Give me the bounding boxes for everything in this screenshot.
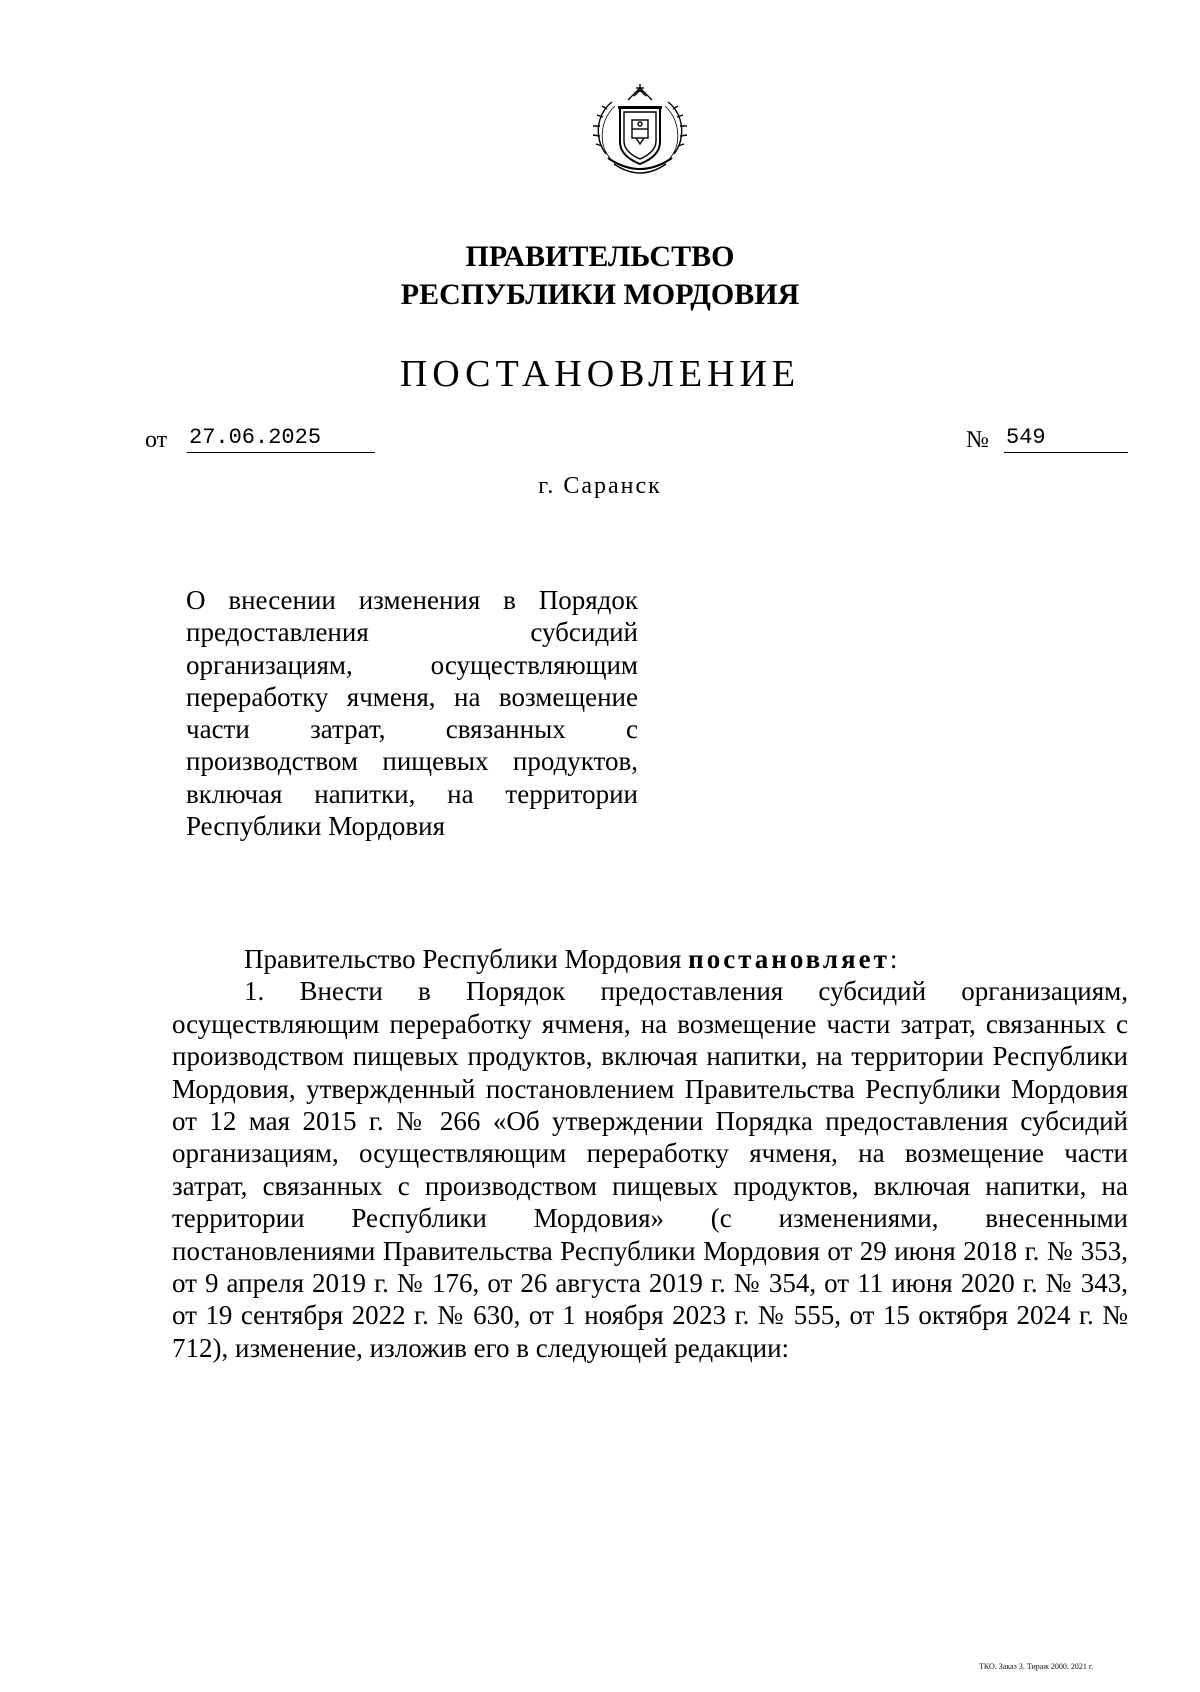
document-date: 27.06.2025 — [187, 424, 375, 453]
number-prefix: № — [966, 427, 989, 453]
preamble-end: : — [889, 944, 898, 974]
document-subject: О внесении изменения в Порядок предоставления субсидий организациям, осуществляющим переработку ячменя, на возмещение части затрат, связанных с производством пищевых продуктов, включая напитки, на территории Республики Мордовия — [186, 585, 638, 842]
preamble — [172, 943, 1128, 975]
city-line: г. Саранск — [538, 473, 662, 499]
organization-name-line2: РЕСПУБЛИКИ МОРДОВИЯ — [400, 278, 800, 311]
organization-name-line1: ПРАВИТЕЛЬСТВО — [465, 240, 735, 273]
document-number: 549 — [1004, 424, 1128, 453]
preamble-keyword: постановляет — [688, 944, 890, 974]
document-type-title: ПОСТАНОВЛЕНИЕ — [399, 353, 801, 395]
print-info-footer: ТКО. Заказ 3. Тираж 2000. 2021 г. — [979, 1662, 1094, 1671]
coat-of-arms-emblem — [588, 84, 692, 184]
paragraph-1: 1. Внести в Порядок предоставления субсидий организациям, осуществляющим переработку ячменя, на возмещение части затрат, связанных с производством пищевых продуктов, включая напитки, на территории Республики Мордовия, утвержденный постановлением Правительства Республики Мордовия от 12 мая 2015 г. № 266 «Об утверждении Порядка предоставления субсидий организациям, осуществляющим переработку ячменя, на возмещение части затрат, связанных с производством пищевых продуктов, включая напитки, на территории Республики Мордовия» (с изменениями, внесенными постановлениями Правительства Республики Мордовия от 29 июня 2018 г. № 353, от 9 апреля 2019 г. № 176, от 26 августа 2019 г. № 354, от 11 июня 2020 г. № 343, от 19 сентября 2022 г. № 630, от 1 ноября 2023 г. № 555, от 15 октября 2024 г. № 712), изменение, изложив его в следующей редакции: — [172, 976, 1128, 1363]
document-body — [172, 943, 1128, 1364]
preamble-text: Правительство Республики Мордовия — [244, 944, 689, 974]
date-prefix: от — [145, 427, 168, 453]
